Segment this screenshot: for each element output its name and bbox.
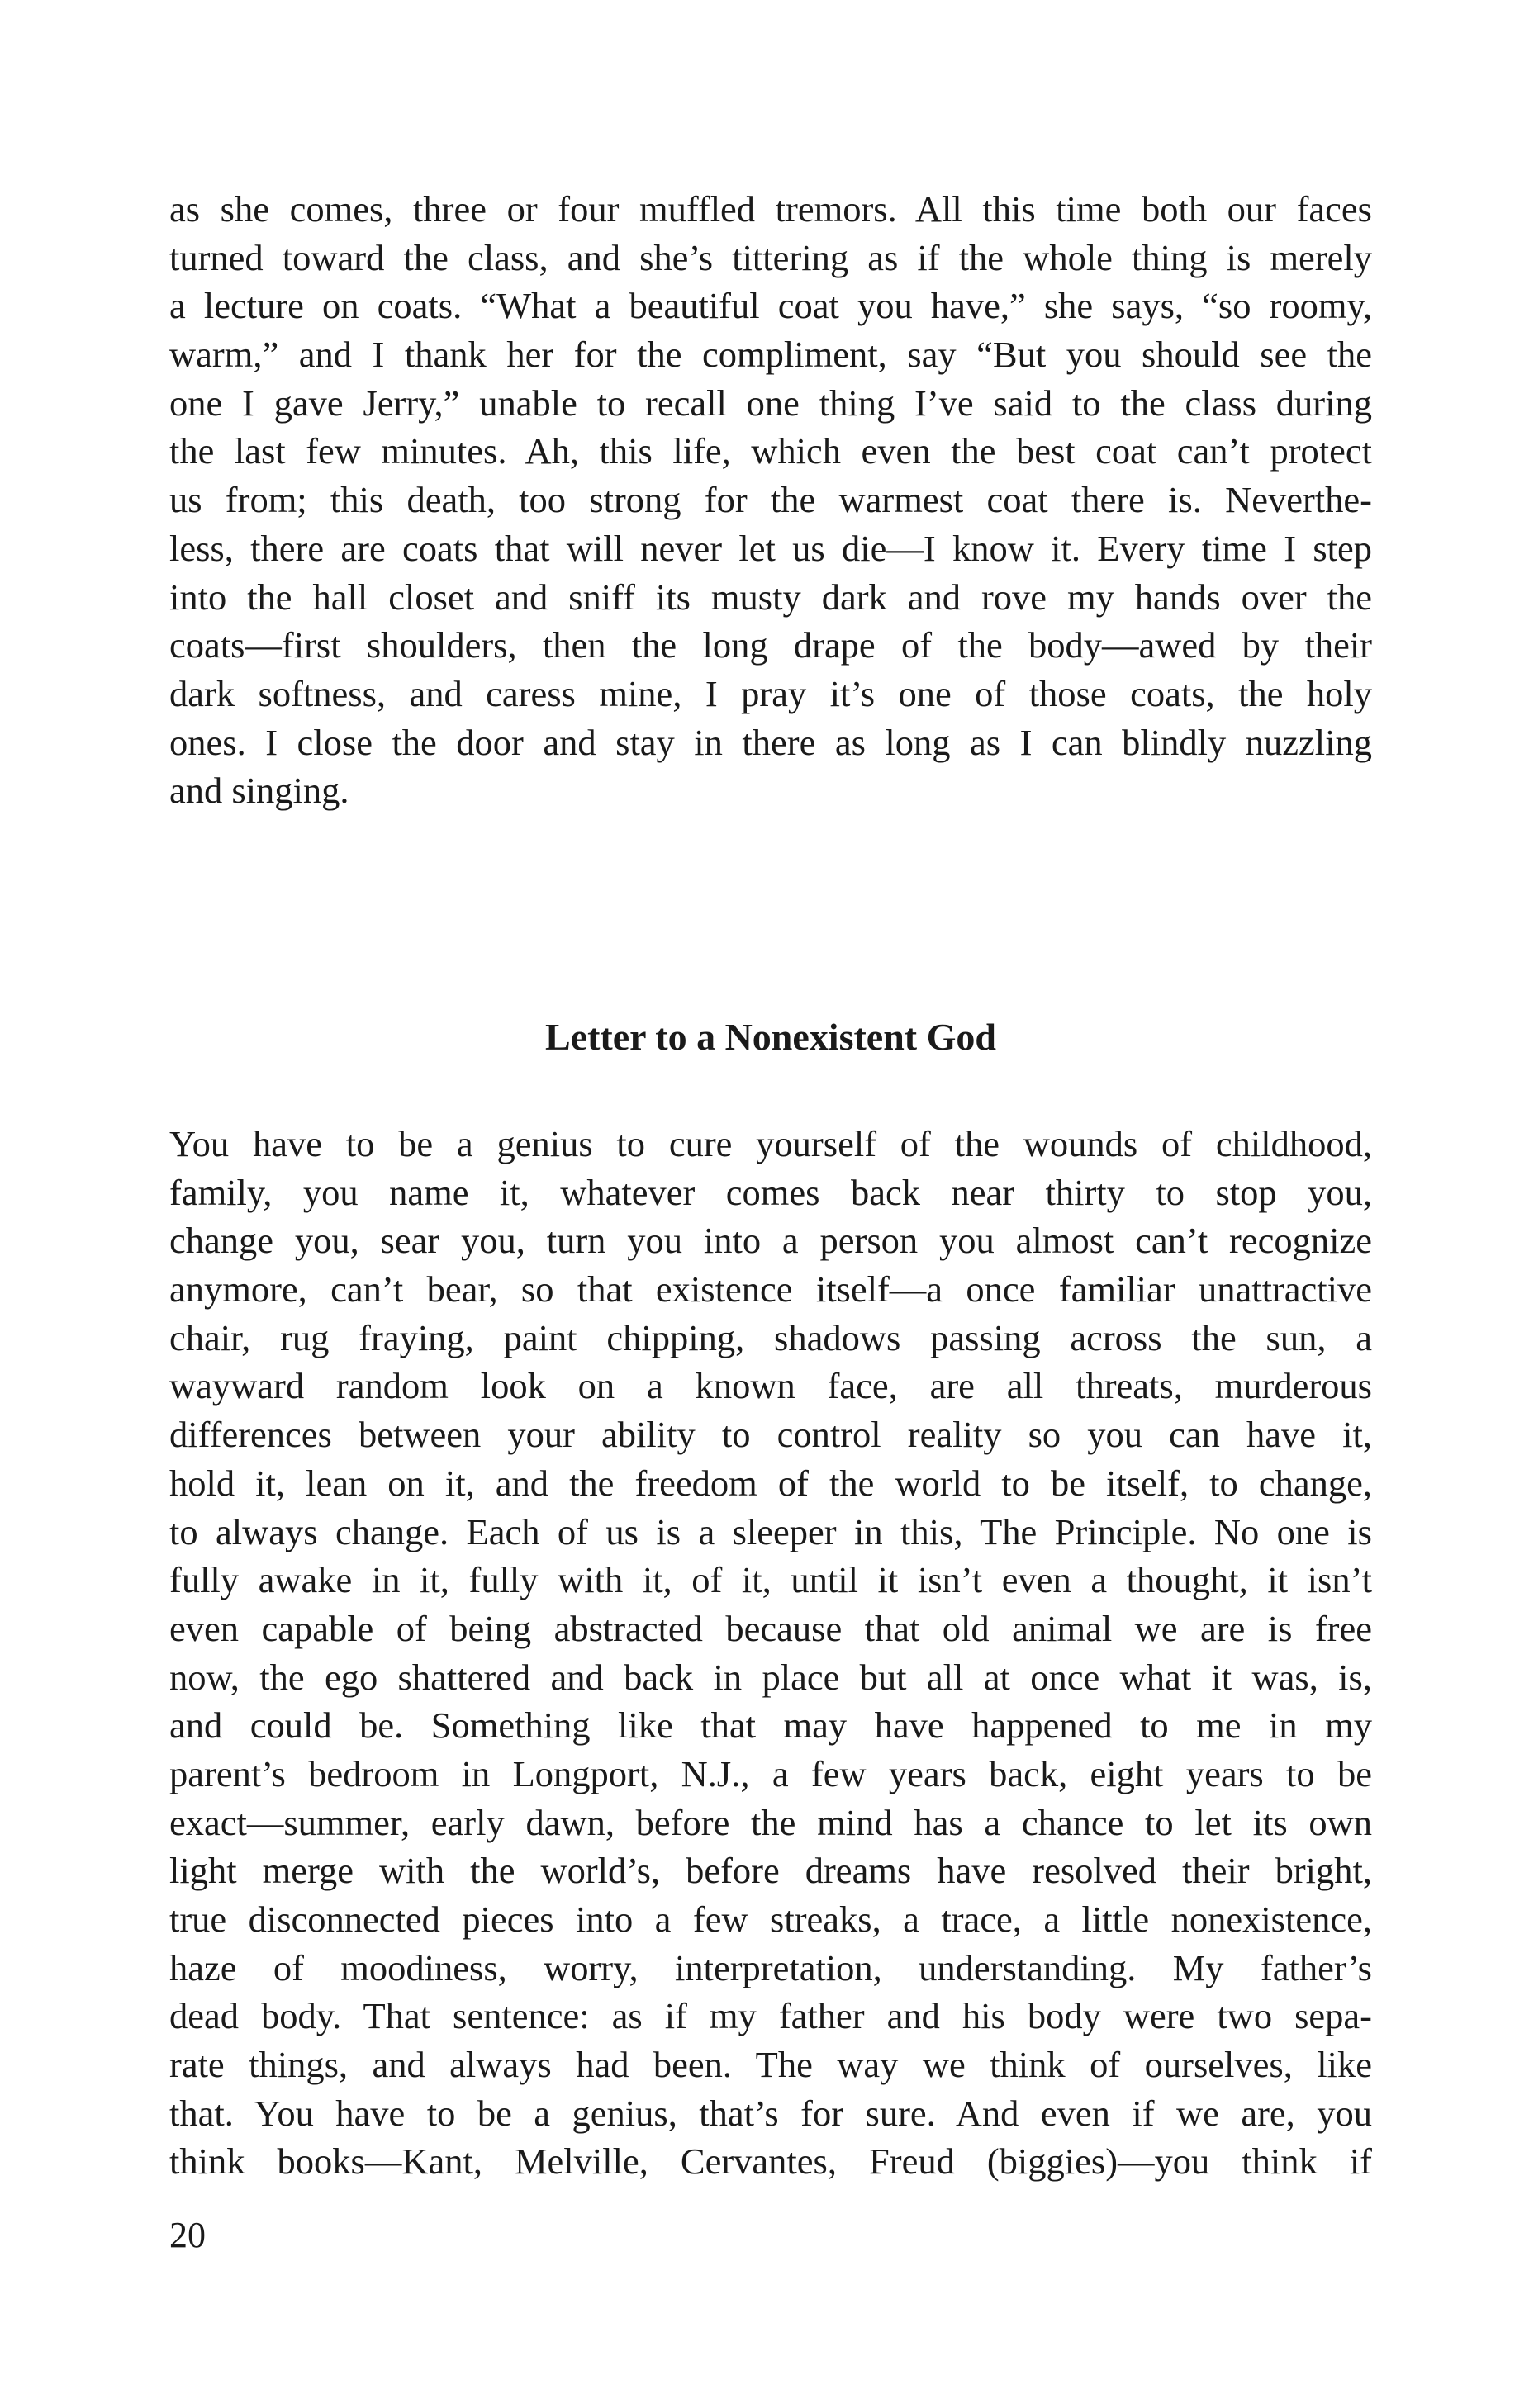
text-line: the last few minutes. Ah, this life, which even the best coat can’t protect bbox=[169, 430, 1372, 472]
text-line: even capable of being abstracted because that old animal we are is free bbox=[169, 1607, 1372, 1649]
text-line: think books—Kant, Melville, Cervantes, Freud (biggies)—you think if bbox=[169, 2140, 1372, 2183]
page-number: 20 bbox=[169, 2215, 206, 2255]
text-line: a lecture on coats. “What a beautiful coat you have,” she says, “so roomy, bbox=[169, 285, 1372, 327]
text-line: to always change. Each of us is a sleeper in this, The Principle. No one is bbox=[169, 1510, 1372, 1552]
text-line: less, there are coats that will never let us die—I know it. Every time I step bbox=[169, 527, 1372, 569]
text-line: hold it, lean on it, and the freedom of the world to be itself, to change, bbox=[169, 1462, 1372, 1504]
text-line: and singing. bbox=[169, 770, 349, 812]
text-line: parent’s bedroom in Longport, N.J., a few years back, eight years to be bbox=[169, 1752, 1372, 1794]
text-line: and could be. Something like that may have happened to me in my bbox=[169, 1704, 1372, 1747]
text-line: coats—first shoulders, then the long drape of the body—awed by their bbox=[169, 624, 1372, 666]
text-line: haze of moodiness, worry, interpretation, understanding. My father’s bbox=[169, 1946, 1372, 1988]
text-line: us from; this death, too strong for the warmest coat there is. Neverthe- bbox=[169, 479, 1372, 521]
text-line: into the hall closet and sniff its musty dark and rove my hands over the bbox=[169, 576, 1372, 618]
text-line: turned toward the class, and she’s tittering as if the whole thing is merely bbox=[169, 236, 1372, 278]
text-line: warm,” and I thank her for the compliment, say “But you should see the bbox=[169, 334, 1372, 376]
text-line: dark softness, and caress mine, I pray it’s one of those coats, the holy bbox=[169, 672, 1372, 714]
text-line: chair, rug fraying, paint chipping, shadows passing across the sun, a bbox=[169, 1316, 1372, 1358]
text-line: that. You have to be a genius, that’s for sure. And even if we are, you bbox=[169, 2092, 1372, 2134]
text-line: differences between your ability to control reality so you can have it, bbox=[169, 1414, 1372, 1456]
text-line: rate things, and always had been. The way we think of ourselves, like bbox=[169, 2044, 1372, 2086]
text-line: one I gave Jerry,” unable to recall one thing I’ve said to the class during bbox=[169, 382, 1372, 424]
text-line: light merge with the world’s, before dreams have resolved their bright, bbox=[169, 1850, 1372, 1892]
text-line: family, you name it, whatever comes back near thirty to stop you, bbox=[169, 1171, 1372, 1213]
text-line: fully awake in it, fully with it, of it, until it isn’t even a thought, it isn’t bbox=[169, 1559, 1372, 1601]
text-line: as she comes, three or four muffled tremors. All this time both our faces bbox=[169, 188, 1372, 230]
text-line: wayward random look on a known face, are all threats, murderous bbox=[169, 1365, 1372, 1407]
text-line: change you, sear you, turn you into a person you almost can’t recognize bbox=[169, 1220, 1372, 1262]
text-line: exact—summer, early dawn, before the mind has a chance to let its own bbox=[169, 1801, 1372, 1843]
text-line: true disconnected pieces into a few streaks, a trace, a little nonexistence, bbox=[169, 1898, 1372, 1940]
text-line: anymore, can’t bear, so that existence itself—a once familiar unattractive bbox=[169, 1268, 1372, 1311]
section-title: Letter to a Nonexistent God bbox=[545, 1016, 996, 1058]
text-line: dead body. That sentence: as if my father and his body were two sepa- bbox=[169, 1995, 1372, 2037]
text-line: ones. I close the door and stay in there as long as I can blindly nuzzling bbox=[169, 721, 1372, 763]
continuation-paragraph bbox=[169, 185, 1372, 815]
section-paragraph bbox=[169, 1120, 1372, 2186]
text-line: You have to be a genius to cure yourself of the wounds of childhood, bbox=[169, 1123, 1372, 1164]
text-line: now, the ego shattered and back in place but all at once what it was, is, bbox=[169, 1656, 1372, 1698]
